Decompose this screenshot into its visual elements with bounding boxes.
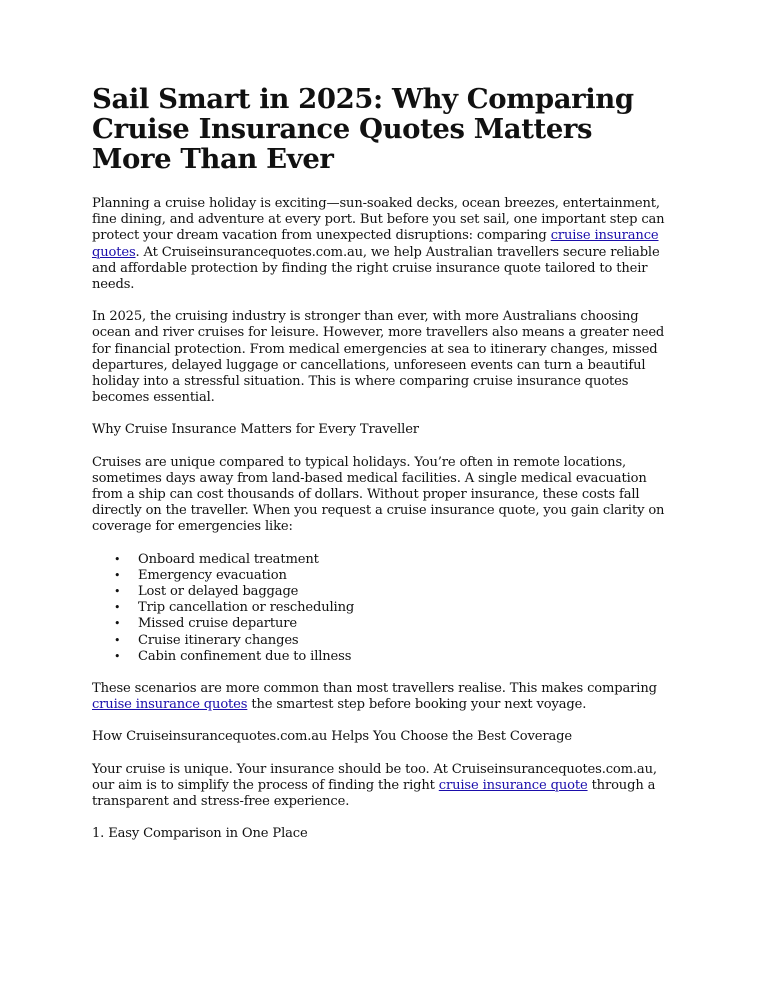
list-item: [114, 632, 672, 649]
bullet-icon: •: [114, 601, 121, 615]
intro-text-start: Planning a cruise holiday is exciting—sun-soaked decks, ocean breezes, entertainment, fine dining, and adventure at every port. But before you set sail, one important step can protect your dream vacation from unexpected disruptions: comparing: [92, 196, 665, 244]
paragraph-3: Cruises are unique compared to typical holidays. You’re often in remote locations, sometimes days away from land-based medical facilities. A single medical evacuation from a ship can cost thousands of dollars. Without proper insurance, these costs fall directly on the traveller. When you request a cruise insurance quote, you gain clarity on coverage for emergencies like:: [92, 454, 665, 535]
coverage-list: [92, 552, 672, 665]
bullet-icon: •: [114, 552, 121, 566]
paragraph-4: [92, 681, 672, 713]
list-item-text: Trip cancellation or rescheduling: [138, 600, 355, 616]
list-item-text: Onboard medical treatment: [138, 551, 319, 567]
list-item: [114, 584, 672, 600]
bullet-icon: •: [114, 617, 121, 631]
list-item: [114, 616, 672, 632]
intro-text-end: . At Cruiseinsurancequotes.com.au, we help Australian travellers secure reliable and affordable protection by finding the right cruise insurance quote tailored to their needs.: [92, 244, 660, 293]
list-item: [114, 648, 672, 665]
bullet-icon: •: [114, 568, 121, 582]
subheading-easy-comparison: 1. Easy Comparison in One Place: [92, 826, 308, 842]
list-item: [114, 551, 672, 568]
paragraph-4-text-start: These scenarios are more common than most travellers realise. This makes comparing: [92, 681, 657, 697]
paragraph-2: In 2025, the cruising industry is stronger than ever, with more Australians choosing ocean and river cruises for leisure. However, more travellers also means a greater need for financial protection. From medical emergencies at sea to itinerary changes, missed departures, delayed luggage or cancellations, unforeseen events can turn a beautiful holiday into a stressful situation. This is where comparing cruise insurance quotes becomes essential.: [92, 309, 665, 406]
list-item-text: Cabin confinement due to illness: [138, 648, 352, 664]
paragraph-5-text-end: through a transparent and stress-free experience.: [92, 777, 656, 810]
intro-paragraph: [92, 196, 672, 293]
bullet-icon: •: [114, 633, 121, 647]
list-item: [114, 567, 672, 584]
bullet-icon: •: [114, 649, 121, 663]
bullet-icon: •: [114, 585, 121, 599]
page-title: Sail Smart in 2025: Why Comparing Cruise Insurance Quotes Matters More Than Ever: [92, 83, 634, 175]
list-item-text: Missed cruise departure: [138, 616, 298, 632]
cruise-insurance-quote-link[interactable]: cruise insurance quote: [438, 777, 588, 793]
list-item: [114, 600, 672, 616]
paragraph-5: [92, 762, 672, 811]
cruise-insurance-quotes-link-2[interactable]: cruise insurance quotes: [92, 697, 248, 713]
list-item-text: Cruise itinerary changes: [138, 632, 299, 648]
paragraph-5-text-start: Your cruise is unique. Your insurance should be too. At Cruiseinsurancequotes.com.au, our aim is to simplify the process of finding the right: [92, 761, 657, 793]
list-item-text: Lost or delayed baggage: [138, 584, 299, 600]
cruise-insurance-quotes-link-1[interactable]: cruise insurance quotes: [92, 228, 659, 260]
list-item-text: Emergency evacuation: [138, 567, 287, 583]
section-heading-why-cruise-insurance: Why Cruise Insurance Matters for Every Traveller: [92, 422, 419, 438]
paragraph-4-text-end: the smartest step before booking your next voyage.: [247, 697, 587, 713]
section-heading-how-we-help: How Cruiseinsurancequotes.com.au Helps You Choose the Best Coverage: [92, 729, 572, 745]
